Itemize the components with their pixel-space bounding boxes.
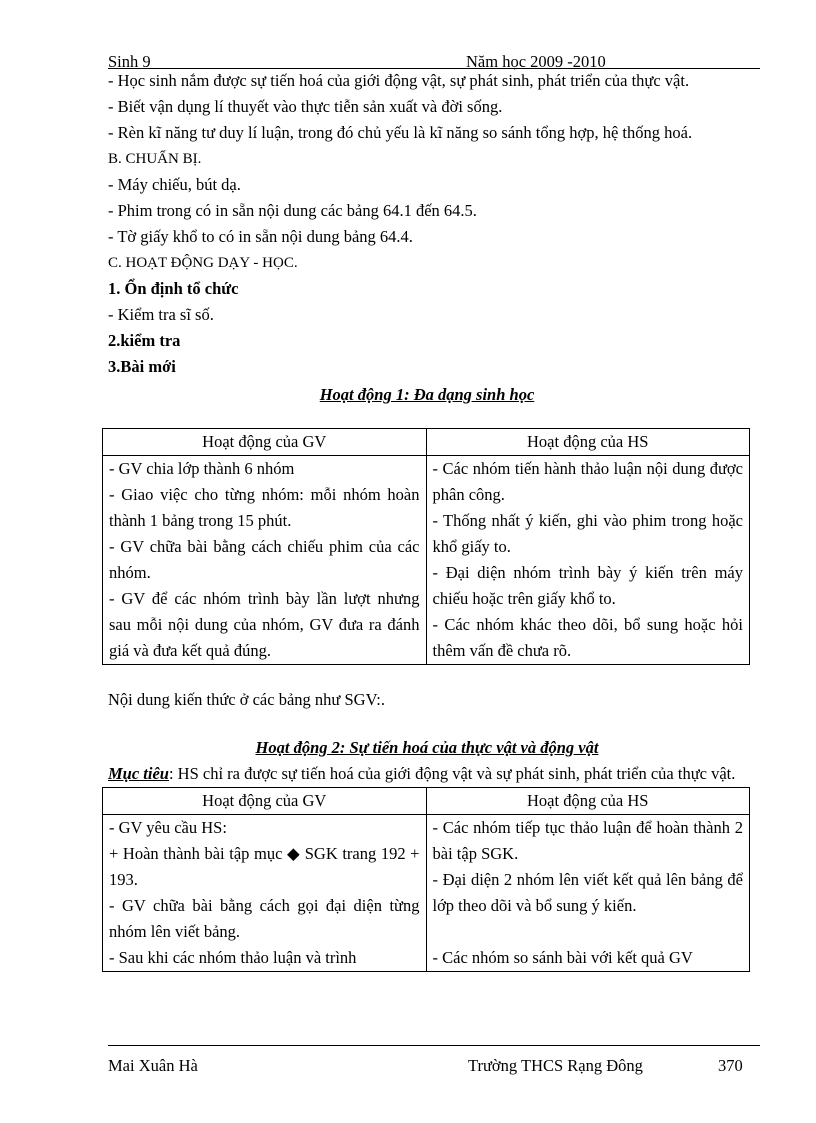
footer-school: Trường THCS Rạng Đông bbox=[468, 1056, 643, 1075]
header-school-year: Năm học 2009 -2010 bbox=[466, 52, 606, 71]
hs-line: - Các nhóm khác theo dõi, bổ sung hoặc hỏi thêm vấn đề chưa rõ. bbox=[432, 615, 743, 660]
gv-line: - GV chữa bài bằng cách chiếu phim của các nhóm. bbox=[109, 537, 420, 582]
step2-title: 2.kiểm tra bbox=[108, 331, 181, 350]
gv-line: - GV chia lớp thành 6 nhóm bbox=[109, 459, 295, 478]
page-header bbox=[108, 52, 760, 69]
activity2-col-gv: Hoạt động của GV bbox=[103, 788, 427, 815]
prep-item: - Tờ giấy khổ to có in sẵn nội dung bảng 64.4. bbox=[108, 227, 413, 246]
activity2-goal bbox=[108, 761, 746, 787]
prep-item: - Phim trong có in sẵn nội dung các bảng 64.1 đến 64.5. bbox=[108, 201, 477, 220]
section-b-title: B. CHUẨN BỊ. bbox=[108, 151, 202, 167]
hs-line: - Đại diện nhóm trình bày ý kiến trên máy chiếu hoặc trên giấy khổ to. bbox=[432, 563, 743, 608]
hs-line: - Các nhóm tiến hành thảo luận nội dung được phân công. bbox=[432, 459, 743, 504]
gv-line: + Hoàn thành bài tập mục ◆ SGK trang 192 + 193. bbox=[109, 844, 420, 889]
intro-line: - Rèn kĩ năng tư duy lí luận, trong đó chủ yếu là kĩ năng so sánh tổng hợp, hệ thống hoá. bbox=[108, 123, 693, 142]
step1-title: 1. Ổn định tổ chức bbox=[108, 279, 239, 298]
activity2-title bbox=[108, 735, 746, 761]
activity1-hs-cell bbox=[426, 456, 750, 665]
activity1-title-text: Đa dạng sinh học bbox=[409, 385, 535, 404]
activity1-gv-cell bbox=[103, 456, 427, 665]
goal-text: : HS chỉ ra được sự tiến hoá của giới động vật và sự phát sinh, phát triển của thực vật. bbox=[168, 764, 736, 783]
activity2-hs-cell bbox=[426, 815, 750, 972]
gv-line: - Sau khi các nhóm thảo luận và trình bbox=[109, 948, 357, 967]
activity1-table bbox=[102, 428, 750, 665]
header-subject: Sinh 9 bbox=[108, 52, 151, 71]
gv-line: - GV yêu cầu HS: bbox=[109, 818, 227, 837]
activity2-col-hs: Hoạt động của HS bbox=[426, 788, 750, 815]
goal-label: Mục tiêu bbox=[108, 764, 169, 783]
activity2-table bbox=[102, 787, 750, 972]
section-c-title: C. HOẠT ĐỘNG DẠY - HỌC. bbox=[108, 255, 298, 271]
activity2-gv-cell bbox=[103, 815, 427, 972]
intro-line: - Biết vận dụng lí thuyết vào thực tiễn sản xuất và đời sống. bbox=[108, 97, 503, 116]
footer-page-number: 370 bbox=[718, 1056, 743, 1075]
gv-line: - GV chữa bài bằng cách gọi đại diện từng nhóm lên viết bảng. bbox=[109, 896, 420, 941]
page-content bbox=[108, 68, 746, 972]
page-footer bbox=[108, 1045, 760, 1080]
activity1-col-hs: Hoạt động của HS bbox=[426, 429, 750, 456]
activity2-title-text: Sự tiến hoá của thực vật và động vật bbox=[345, 738, 599, 757]
hs-line: - Các nhóm so sánh bài với kết quả GV bbox=[432, 948, 693, 967]
hs-line-spacer bbox=[433, 919, 744, 945]
footer-author: Mai Xuân Hà bbox=[108, 1056, 198, 1075]
activity1-title bbox=[108, 382, 746, 408]
activity2-title-label: Hoạt động 2: bbox=[255, 738, 346, 757]
step3-title: 3.Bài mới bbox=[108, 357, 176, 376]
hs-line: - Các nhóm tiếp tục thảo luận để hoàn thành 2 bài tập SGK. bbox=[432, 818, 743, 863]
gv-line: - GV để các nhóm trình bày lần lượt nhưng sau mỗi nội dung của nhóm, GV đưa ra đánh giá và đưa kết quả đúng. bbox=[109, 589, 420, 660]
intro-line: - Học sinh nắm được sự tiến hoá của giới động vật, sự phát sinh, phát triển của thực vật. bbox=[108, 71, 690, 90]
step1-item: - Kiểm tra sĩ số. bbox=[108, 305, 214, 324]
hs-line: - Thống nhất ý kiến, ghi vào phim trong hoặc khổ giấy to. bbox=[432, 511, 743, 556]
activity1-col-gv: Hoạt động của GV bbox=[103, 429, 427, 456]
activity1-title-label: Hoạt động 1: bbox=[319, 385, 410, 404]
knowledge-note: Nội dung kiến thức ở các bảng như SGV:. bbox=[108, 690, 385, 709]
gv-line: - Giao việc cho từng nhóm: mỗi nhóm hoàn thành 1 bảng trong 15 phút. bbox=[109, 485, 420, 530]
hs-line: - Đại diện 2 nhóm lên viết kết quả lên bảng để lớp theo dõi và bổ sung ý kiến. bbox=[432, 870, 743, 915]
prep-item: - Máy chiếu, bút dạ. bbox=[108, 175, 241, 194]
